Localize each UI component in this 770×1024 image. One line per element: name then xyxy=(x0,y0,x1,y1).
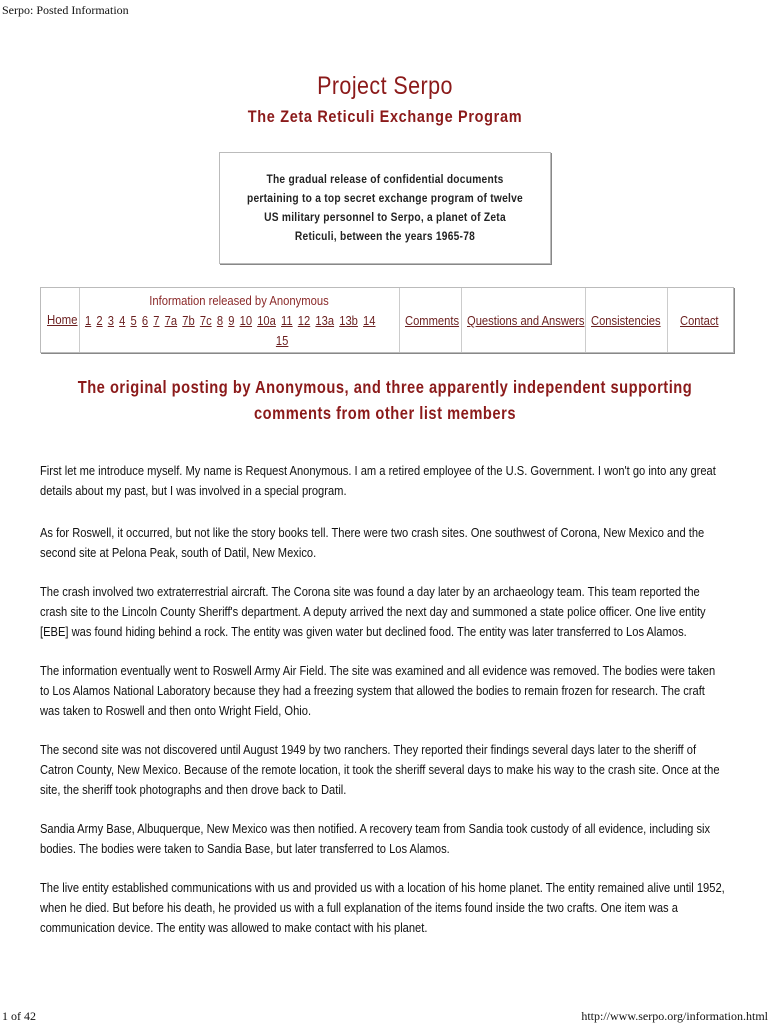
nav-cell-home xyxy=(41,288,80,352)
nav-info-label: Information released by Anonymous xyxy=(149,294,329,308)
paragraph: The information eventually went to Roswell Army Air Field. The site was examined and all evidence was removed. The bodies were taken to Los Alamos National Laboratory because they had a freezing system that allowed the bodies to remain frozen for research. The craft was taken to Roswell and then onto Wright Field, Ohio. xyxy=(40,663,716,718)
paragraph: The second site was not discovered until August 1949 by two ranchers. They reported their findings several days later to the sheriff of Catron County, New Mexico. Because of the remote location, it took the sheriff several days to make his way to the crash site. Once at the site, the sheriff took photographs and then drove back to Datil. xyxy=(40,742,720,797)
nav-home-link[interactable]: Home xyxy=(47,312,78,327)
nav-table xyxy=(40,287,734,353)
nav-page-link[interactable]: 8 xyxy=(216,313,224,328)
nav-cell-qa xyxy=(461,288,586,352)
nav-cell-contact xyxy=(667,288,733,352)
nav-page-link[interactable]: 7c xyxy=(199,313,212,328)
nav-page-link[interactable]: 12 xyxy=(297,313,311,328)
nav-page-link[interactable]: 5 xyxy=(130,313,137,328)
nav-page-link[interactable]: 7 xyxy=(153,313,160,328)
nav-comments-link[interactable]: Comments xyxy=(405,313,460,328)
page-counter: 1 of 42 xyxy=(2,1009,36,1023)
nav-page-link[interactable]: 13a xyxy=(315,313,335,328)
nav-cell-consistencies xyxy=(585,288,668,352)
nav-cell-pages xyxy=(79,288,400,352)
paragraph: The live entity established communications with us and provided us with a location of his home planet. The entity remained alive until 1952, when he died. But before his death, he provided us with a full explanation of the items found inside the two crafts. One item was a communication device. The entity was allowed to make contact with his planet. xyxy=(40,880,725,935)
page-title: Project Serpo xyxy=(317,72,453,100)
paragraph: The crash involved two extraterrestrial aircraft. The Corona site was found a day later by an archaeology team. This team reported the crash site to the Lincoln County Sheriff's department. A deputy arrived the next day and summoned a state police officer. One live entity [EBE] was found hiding behind a rock. The entity was given water but declined food. The entity was later transferred to Los Alamos. xyxy=(40,584,706,639)
page-url: http://www.serpo.org/information.html xyxy=(581,1009,768,1023)
nav-page-link[interactable]: 14 xyxy=(363,313,376,328)
nav-page-link[interactable]: 7a xyxy=(164,313,178,328)
nav-page-link[interactable]: 3 xyxy=(107,313,114,328)
paragraph: First let me introduce myself. My name is Request Anonymous. I am a retired employee of the U.S. Government. I won't go into any great details about my past, but I was involved in a special program. xyxy=(40,463,716,498)
paragraph: As for Roswell, it occurred, but not like the story books tell. There were two crash sites. One southwest of Corona, New Mexico and the second site at Pelona Peak, south of Datil, New Mexico. xyxy=(40,525,705,560)
section-heading-text: The original posting by Anonymous, and three apparently independent supporting comments from other list members xyxy=(77,377,693,423)
section-heading xyxy=(30,374,740,426)
intro-box xyxy=(219,152,551,264)
nav-page-link[interactable]: 2 xyxy=(96,313,103,328)
page-subtitle: The Zeta Reticuli Exchange Program xyxy=(247,107,523,126)
nav-page-link[interactable]: 1 xyxy=(85,313,92,328)
nav-page-link[interactable]: 11 xyxy=(281,313,293,328)
nav-page-link-last[interactable]: 15 xyxy=(275,333,289,348)
nav-page-link[interactable]: 4 xyxy=(119,313,126,328)
nav-page-link[interactable]: 10a xyxy=(257,313,276,328)
nav-pages-row xyxy=(85,312,376,348)
nav-cell-comments xyxy=(399,288,462,352)
nav-page-link[interactable]: 9 xyxy=(228,313,235,328)
nav-qa-link[interactable]: Questions and Answers xyxy=(467,313,585,328)
nav-contact-link[interactable]: Contact xyxy=(680,313,719,328)
paragraph: Sandia Army Base, Albuquerque, New Mexico was then notified. A recovery team from Sandia took custody of all evidence, including six bodies. The bodies were taken to Sandia Base, but later transferred to Los Alamos. xyxy=(40,821,711,856)
nav-page-link[interactable]: 6 xyxy=(141,313,149,328)
nav-consistencies-link[interactable]: Consistencies xyxy=(591,313,661,328)
print-header: Serpo: Posted Information xyxy=(2,3,129,17)
intro-text: The gradual release of confidential documents pertaining to a top secret exchange program of twelve US military personnel to Serpo, a planet of Zeta Reticuli, between the years 1965-78 xyxy=(247,172,523,243)
nav-page-link[interactable]: 10 xyxy=(239,313,253,328)
nav-page-link[interactable]: 13b xyxy=(339,313,358,328)
nav-page-link[interactable]: 7b xyxy=(182,313,195,328)
